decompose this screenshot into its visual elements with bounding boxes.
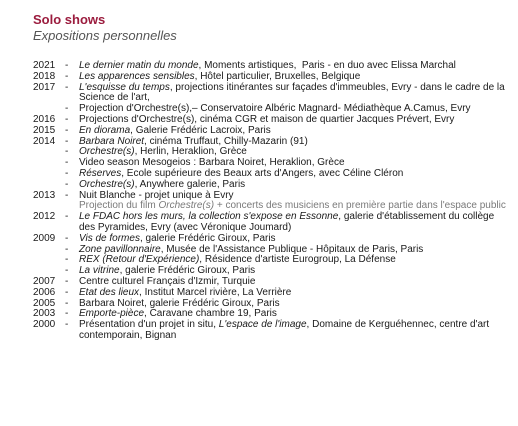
entry-text: + concerts des musiciens en première partie dans l'espace public (214, 200, 506, 212)
entry-text: , Domaine de Kerguéhennec, centre d'art contemporain, Bignan (79, 319, 492, 341)
entry-year: 2000 (33, 319, 56, 331)
entry-bullet: - (65, 265, 69, 277)
entry-text: Projection d'Orchestre(s),– Conservatoire Albéric Magnard- Médiathèque A.Camus, Evry (79, 103, 471, 115)
entry-year: 2016 (33, 113, 56, 125)
entry-year: 2003 (33, 308, 56, 320)
entry-bullet: - (65, 167, 69, 179)
entry-text: Barbara Noiret, galerie Frédéric Giroux, Paris (79, 297, 280, 309)
entry-description (79, 83, 513, 105)
entry-text: , Moments artistiques, Paris - en duo avec Elissa Marchal (198, 60, 456, 71)
entry-text: Présentation d'un projet in situ, (79, 319, 219, 331)
exhibition-list (33, 61, 513, 342)
entry-text: , Herlin, Heraklion, Grèce (134, 146, 247, 158)
entry-title-italic: REX (Retour d'Expérience) (79, 254, 200, 266)
entry-text: Nuit Blanche - projet unique à Evry (79, 189, 234, 201)
entry-text: , Musée de l'Assistance Publique - Hôpitaux de Paris, Paris (160, 243, 424, 255)
entry-title-italic: Etat des lieux (79, 286, 140, 298)
exhibition-entry (33, 320, 513, 342)
entry-bullet: - (65, 103, 69, 115)
entry-text: , galerie d'établissement du collège des Pyramides, Evry (avec Véronique Joumard) (79, 211, 497, 233)
entry-bullet: - (65, 275, 69, 287)
entry-bullet: - (65, 308, 69, 320)
entry-text: , galerie Frédéric Giroux, Paris (139, 232, 276, 244)
entry-text: Projection du film (79, 200, 159, 212)
entry-year: 2009 (33, 232, 56, 244)
entry-year: 2007 (33, 275, 56, 287)
entry-description (79, 212, 513, 234)
entry-text: , Institut Marcel rivière, La Verrière (139, 286, 292, 298)
entry-bullet: - (65, 135, 69, 147)
entry-text: Centre culturel Français d'Izmir, Turquie (79, 275, 256, 287)
entry-title-italic: Zone pavillonnaire (79, 243, 161, 255)
entry-year: 2018 (33, 70, 56, 82)
entry-description (79, 320, 513, 342)
entry-title-italic: Vis de formes (79, 232, 140, 244)
entry-text: , Galerie Frédéric Lacroix, Paris (130, 124, 271, 136)
entry-bullet: - (65, 81, 69, 93)
entry-text: , Caravane chambre 19, Paris (144, 308, 277, 320)
entry-title-italic: L'esquisse du temps (79, 81, 170, 93)
entry-text: Video season Mesogeios : Barbara Noiret, Heraklion, Grèce (79, 157, 345, 169)
entry-year: 2017 (33, 81, 56, 93)
entry-text: , cinéma Truffaut, Chilly-Mazarin (91) (144, 135, 308, 147)
entry-bullet: - (65, 60, 69, 71)
entry-title-italic: Les apparences sensibles (79, 70, 195, 82)
entry-bullet: - (65, 189, 69, 201)
entry-title-italic: Orchestre(s) (79, 178, 135, 190)
entry-year: 2013 (33, 189, 56, 201)
entry-bullet: - (65, 157, 69, 169)
entry-title-italic: Le FDAC hors les murs, la collection s'expose en Essonne (79, 211, 339, 223)
entry-text: , Hôtel particulier, Bruxelles, Belgique (194, 70, 361, 82)
entry-title-italic: Emporte-pièce (79, 308, 145, 320)
entry-title-italic: L'espace de l'image (218, 319, 307, 331)
entry-bullet: - (65, 319, 69, 331)
entry-title-italic: Orchestre(s) (158, 200, 215, 212)
entry-year: 2015 (33, 124, 56, 136)
entry-bullet: - (65, 286, 69, 298)
entry-title-italic: La vitrine (79, 265, 120, 277)
entry-bullet: - (65, 124, 69, 136)
entry-bullet: - (65, 211, 69, 223)
exhibition-entry (33, 212, 513, 234)
entry-year: 2014 (33, 135, 56, 147)
entry-bullet: - (65, 70, 69, 82)
entry-year: 2012 (33, 211, 56, 223)
entry-bullet: - (65, 113, 69, 125)
section-title: Solo shows (33, 12, 106, 27)
entry-title-italic: Barbara Noiret (79, 135, 145, 147)
entry-text: Projections d'Orchestre(s), cinéma CGR et maison de quartier Jacques Prévert, Evry (79, 113, 455, 125)
entry-year: 2006 (33, 286, 56, 298)
entry-title-italic: En diorama (79, 124, 131, 136)
entry-year: 2005 (33, 297, 56, 309)
section-subtitle: Expositions personnelles (33, 28, 177, 43)
entry-text: , Ecole supérieure des Beaux arts d'Angers, avec Céline Cléron (121, 167, 404, 179)
entry-text: , Résidence d'artiste Eurogroup, La Défense (199, 254, 396, 266)
entry-bullet: - (65, 243, 69, 255)
entry-bullet: - (65, 146, 69, 158)
entry-year: 2021 (33, 60, 56, 71)
entry-title-italic: Le dernier matin du monde (79, 60, 199, 71)
entry-text: , Anywhere galerie, Paris (134, 178, 246, 190)
exhibition-entry (33, 83, 513, 105)
entry-bullet: - (65, 254, 69, 266)
entry-title-italic: Réserves (79, 167, 122, 179)
entry-bullet: - (65, 297, 69, 309)
entry-bullet: - (65, 178, 69, 190)
entry-title-italic: Orchestre(s) (79, 146, 135, 158)
entry-text: , projections itinérantes sur façades d'immeubles, Evry - dans le cadre de la Science de l'art, (79, 81, 508, 104)
entry-bullet: - (65, 232, 69, 244)
entry-text: , galerie Frédéric Giroux, Paris (119, 265, 256, 277)
